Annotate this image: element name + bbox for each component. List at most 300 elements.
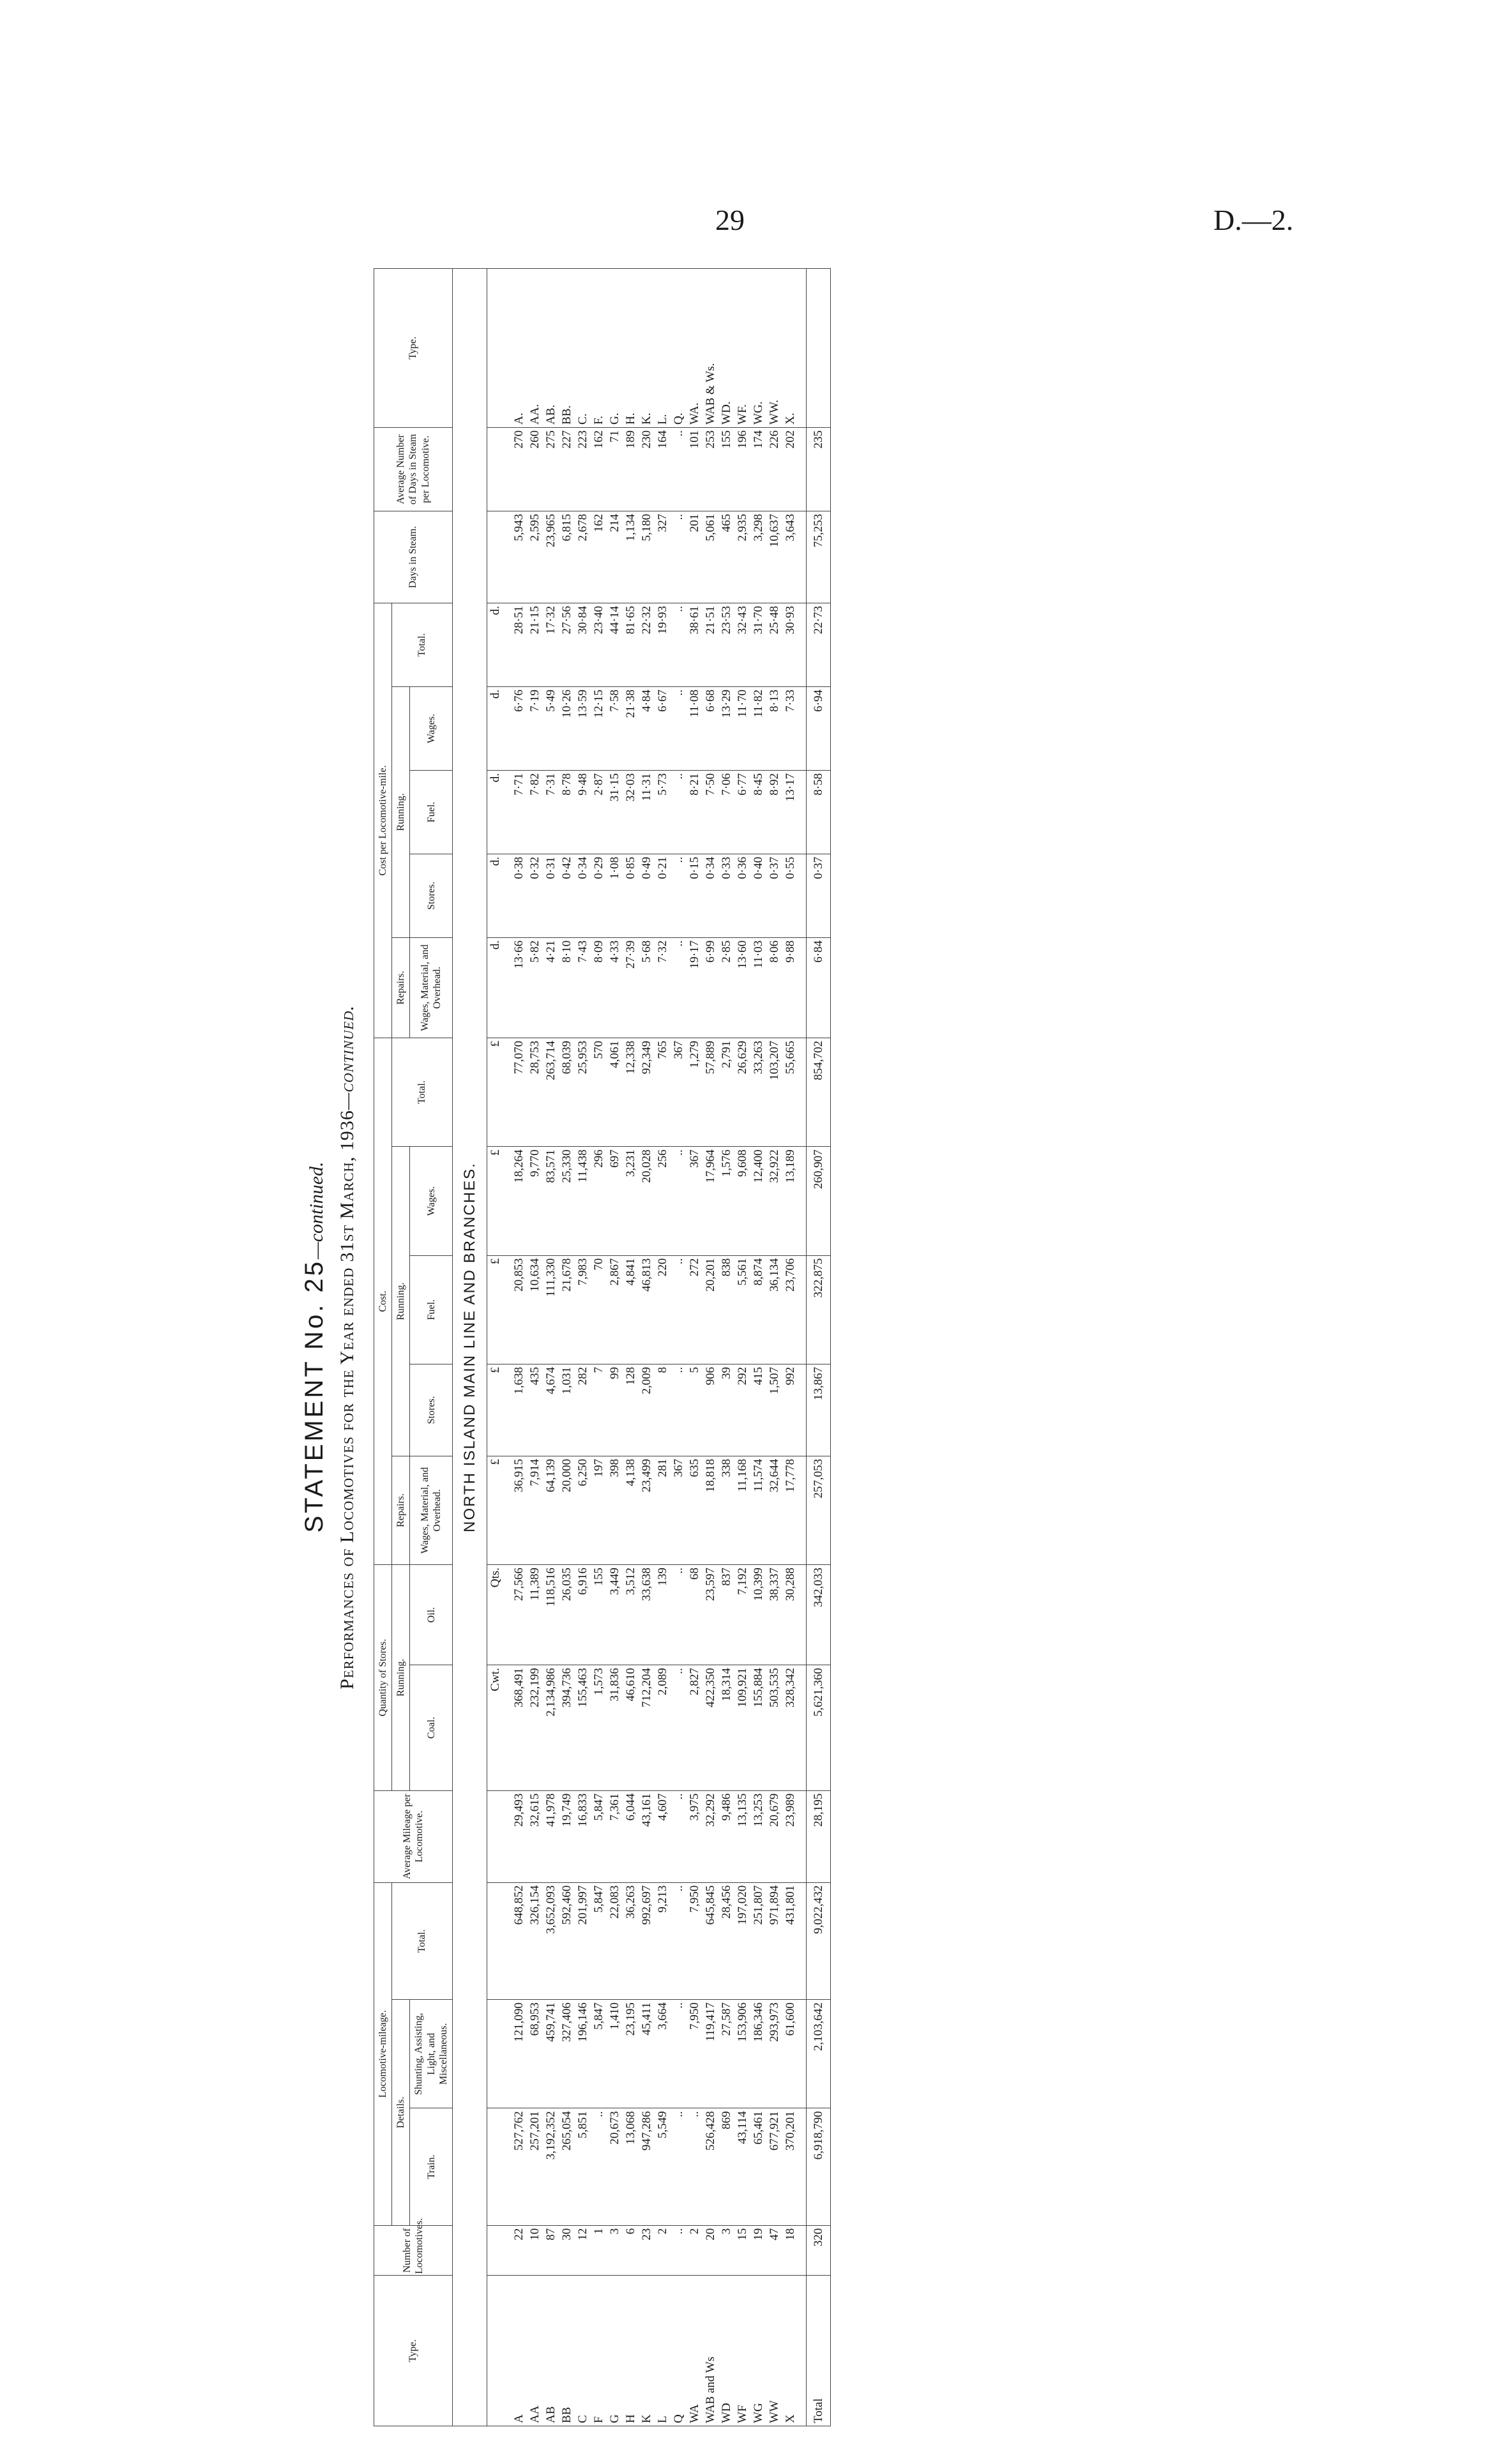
cell-prep: 13·60 bbox=[734, 937, 750, 1038]
cell-days: 465 bbox=[718, 511, 734, 603]
cell-wages: 12,400 bbox=[750, 1147, 766, 1255]
cell-ptotal: 30·84 bbox=[575, 603, 591, 686]
cell-fuel: 4,841 bbox=[623, 1255, 639, 1364]
unit-pound: £ bbox=[487, 1147, 503, 1255]
cell-pwages: 13·59 bbox=[575, 686, 591, 770]
cell-train: 43,114 bbox=[734, 2108, 750, 2225]
total-num: 320 bbox=[806, 2225, 830, 2276]
cell-train: .. bbox=[687, 2108, 702, 2225]
cell-rep: 11,168 bbox=[734, 1456, 750, 1564]
cell-ptotal: 25·48 bbox=[766, 603, 782, 686]
cell-fuel: 70 bbox=[591, 1255, 607, 1364]
cell-oil: 6,916 bbox=[575, 1565, 591, 1665]
table-row bbox=[503, 269, 527, 2426]
cell-num: 3 bbox=[718, 2225, 734, 2276]
header-repairs-pm: Repairs. bbox=[392, 937, 410, 1038]
total-pwages: 6·94 bbox=[806, 686, 830, 770]
cell-prep: 2·85 bbox=[718, 937, 734, 1038]
cell-stores: 8 bbox=[655, 1364, 671, 1456]
table-row bbox=[575, 269, 591, 2426]
cell-prep: 4·33 bbox=[607, 937, 623, 1038]
cell-typer: WAB & Ws. bbox=[702, 269, 718, 428]
cell-pwages: 7·58 bbox=[607, 686, 623, 770]
cell-avgdays: 155 bbox=[718, 427, 734, 511]
cell-coal: 109,921 bbox=[734, 1665, 750, 1790]
cell-total: 9,213 bbox=[655, 1882, 671, 1999]
cell-stores: 282 bbox=[575, 1364, 591, 1456]
cell-type: G bbox=[607, 2276, 623, 2426]
cell-pwages: 4·84 bbox=[639, 686, 655, 770]
table-row bbox=[655, 269, 671, 2426]
cell-shunt: 196,146 bbox=[575, 2000, 591, 2108]
cell-days: .. bbox=[671, 511, 687, 603]
cell-pstores: 0·34 bbox=[575, 854, 591, 937]
cell-stores: 1,638 bbox=[503, 1364, 527, 1456]
cell-rep: 36,915 bbox=[503, 1456, 527, 1564]
cell-avg: 19,749 bbox=[559, 1790, 575, 1882]
cell-ptotal: 23·53 bbox=[718, 603, 734, 686]
unit-pence: d. bbox=[487, 603, 503, 686]
cell-train: 869 bbox=[718, 2108, 734, 2225]
cell-typer: WD. bbox=[718, 269, 734, 428]
cell-avgdays: 230 bbox=[639, 427, 655, 511]
cell-total: 5,847 bbox=[591, 1882, 607, 1999]
cell-days: 2,595 bbox=[527, 511, 543, 603]
cell-pfuel: 11·31 bbox=[639, 770, 655, 854]
cell-coal: 328,342 bbox=[782, 1665, 807, 1790]
cell-coal: .. bbox=[671, 1665, 687, 1790]
cell-avgdays: 270 bbox=[503, 427, 527, 511]
cell-fuel: 7,983 bbox=[575, 1255, 591, 1364]
cell-avg: 32,292 bbox=[702, 1790, 718, 1882]
table-row bbox=[782, 269, 807, 2426]
cell-avg: 23,989 bbox=[782, 1790, 807, 1882]
cell-train: 677,921 bbox=[766, 2108, 782, 2225]
cell-shunt: 121,090 bbox=[503, 2000, 527, 2108]
cell-avg: 43,161 bbox=[639, 1790, 655, 1882]
cell-num: 12 bbox=[575, 2225, 591, 2276]
cell-oil: 11,389 bbox=[527, 1565, 543, 1665]
cell-train: .. bbox=[671, 2108, 687, 2225]
total-avgdays: 235 bbox=[806, 427, 830, 511]
total-ptotal: 22·73 bbox=[806, 603, 830, 686]
cell-num: 6 bbox=[623, 2225, 639, 2276]
cell-shunt: 23,195 bbox=[623, 2000, 639, 2108]
cell-oil: 33,638 bbox=[639, 1565, 655, 1665]
cell-prep: 8·10 bbox=[559, 937, 575, 1038]
cell-pfuel: 8·92 bbox=[766, 770, 782, 854]
cell-stores: .. bbox=[671, 1364, 687, 1456]
cell-shunt: 153,906 bbox=[734, 2000, 750, 2108]
cell-typer: WG. bbox=[750, 269, 766, 428]
total-total: 9,022,432 bbox=[806, 1882, 830, 1999]
cell-pstores: 0·29 bbox=[591, 854, 607, 937]
cell-pstores: 0·85 bbox=[623, 854, 639, 937]
cell-avg: 9,486 bbox=[718, 1790, 734, 1882]
cell-avg: 16,833 bbox=[575, 1790, 591, 1882]
cell-ctotal: 103,207 bbox=[766, 1038, 782, 1146]
locomotive-performance-table bbox=[374, 268, 831, 2426]
cell-prep: 7·43 bbox=[575, 937, 591, 1038]
cell-typer: A. bbox=[503, 269, 527, 428]
cell-fuel: 838 bbox=[718, 1255, 734, 1364]
cell-type: A bbox=[503, 2276, 527, 2426]
cell-train: 13,068 bbox=[623, 2108, 639, 2225]
cell-num: 22 bbox=[503, 2225, 527, 2276]
cell-pstores: 0·21 bbox=[655, 854, 671, 937]
cell-fuel: 220 bbox=[655, 1255, 671, 1364]
cell-ctotal: 28,753 bbox=[527, 1038, 543, 1146]
cell-rep: 338 bbox=[718, 1456, 734, 1564]
cell-rep: 6,250 bbox=[575, 1456, 591, 1564]
cell-type: BB bbox=[559, 2276, 575, 2426]
header-wages-material-pm: Wages, Material, and Overhead. bbox=[410, 937, 453, 1038]
cell-wages: 367 bbox=[687, 1147, 702, 1255]
cell-avgdays: 275 bbox=[543, 427, 559, 511]
page-number: 29 bbox=[715, 204, 745, 236]
cell-rep: 197 bbox=[591, 1456, 607, 1564]
cell-wages: 83,571 bbox=[543, 1147, 559, 1255]
total-oil: 342,033 bbox=[806, 1565, 830, 1665]
cell-fuel: 46,813 bbox=[639, 1255, 655, 1364]
cell-days: 10,637 bbox=[766, 511, 782, 603]
cell-wages: 17,964 bbox=[702, 1147, 718, 1255]
cell-avgdays: .. bbox=[671, 427, 687, 511]
cell-ctotal: 92,349 bbox=[639, 1038, 655, 1146]
cell-oil: 3,512 bbox=[623, 1565, 639, 1665]
cell-coal: 46,610 bbox=[623, 1665, 639, 1790]
header-type: Type. bbox=[374, 2276, 453, 2426]
cell-ctotal: 1,279 bbox=[687, 1038, 702, 1146]
cell-oil: 27,566 bbox=[503, 1565, 527, 1665]
cell-typer: G. bbox=[607, 269, 623, 428]
cell-ptotal: 21·51 bbox=[702, 603, 718, 686]
unit-qts: Qts. bbox=[487, 1565, 503, 1665]
cell-stores: 128 bbox=[623, 1364, 639, 1456]
cell-rep: 4,138 bbox=[623, 1456, 639, 1564]
cell-type: WW bbox=[766, 2276, 782, 2426]
cell-total: .. bbox=[671, 1882, 687, 1999]
cell-total: 36,263 bbox=[623, 1882, 639, 1999]
cell-prep: 19·17 bbox=[687, 937, 702, 1038]
cell-stores: 5 bbox=[687, 1364, 702, 1456]
cell-type: H bbox=[623, 2276, 639, 2426]
cell-rep: 11,574 bbox=[750, 1456, 766, 1564]
cell-typer: WF. bbox=[734, 269, 750, 428]
cell-ptotal: 28·51 bbox=[503, 603, 527, 686]
header-cost-per-mile: Cost per Locomotive-mile. bbox=[374, 603, 392, 1038]
table-row bbox=[702, 269, 718, 2426]
header-loco-mileage: Locomotive-mileage. bbox=[374, 1882, 392, 2225]
cell-fuel: 8,874 bbox=[750, 1255, 766, 1364]
cell-typer: BB. bbox=[559, 269, 575, 428]
cell-stores: 1,507 bbox=[766, 1364, 782, 1456]
cell-typer: F. bbox=[591, 269, 607, 428]
cell-fuel: 20,201 bbox=[702, 1255, 718, 1364]
cell-stores: 415 bbox=[750, 1364, 766, 1456]
cell-rep: 64,139 bbox=[543, 1456, 559, 1564]
cell-avg: .. bbox=[671, 1790, 687, 1882]
cell-wages: 697 bbox=[607, 1147, 623, 1255]
cell-oil: 118,516 bbox=[543, 1565, 559, 1665]
cell-train: 370,201 bbox=[782, 2108, 807, 2225]
cell-wages: 11,438 bbox=[575, 1147, 591, 1255]
cell-prep: 27·39 bbox=[623, 937, 639, 1038]
cell-pfuel: 32·03 bbox=[623, 770, 639, 854]
cell-stores: 7 bbox=[591, 1364, 607, 1456]
cell-oil: 26,035 bbox=[559, 1565, 575, 1665]
cell-shunt: 459,741 bbox=[543, 2000, 559, 2108]
cell-wages: 20,028 bbox=[639, 1147, 655, 1255]
cell-prep: 11·03 bbox=[750, 937, 766, 1038]
total-typer bbox=[806, 269, 830, 428]
cell-typer: H. bbox=[623, 269, 639, 428]
cell-train: 527,762 bbox=[503, 2108, 527, 2225]
cell-shunt: 5,847 bbox=[591, 2000, 607, 2108]
total-prep: 6·84 bbox=[806, 937, 830, 1038]
cell-train: .. bbox=[591, 2108, 607, 2225]
cell-fuel: 20,853 bbox=[503, 1255, 527, 1364]
cell-ptotal: .. bbox=[671, 603, 687, 686]
cell-type: F bbox=[591, 2276, 607, 2426]
total-row bbox=[806, 269, 830, 2426]
cell-num: 2 bbox=[687, 2225, 702, 2276]
cell-typer: WW. bbox=[766, 269, 782, 428]
cell-prep: 7·32 bbox=[655, 937, 671, 1038]
cell-num: 19 bbox=[750, 2225, 766, 2276]
cell-ctotal: 2,791 bbox=[718, 1038, 734, 1146]
cell-days: 6,815 bbox=[559, 511, 575, 603]
total-days: 75,253 bbox=[806, 511, 830, 603]
header-total-cost: Total. bbox=[392, 1038, 453, 1146]
cell-ctotal: 55,665 bbox=[782, 1038, 807, 1146]
header-repairs: Repairs. bbox=[392, 1456, 410, 1564]
header-avg-mileage: Average Mileage per Locomotive. bbox=[374, 1790, 453, 1882]
cell-pfuel: 7·06 bbox=[718, 770, 734, 854]
cell-avgdays: 196 bbox=[734, 427, 750, 511]
unit-pence: d. bbox=[487, 770, 503, 854]
cell-num: 1 bbox=[591, 2225, 607, 2276]
cell-typer: X. bbox=[782, 269, 807, 428]
cell-avgdays: 71 bbox=[607, 427, 623, 511]
unit-cwt: Cwt. bbox=[487, 1665, 503, 1790]
cell-shunt: 119,417 bbox=[702, 2000, 718, 2108]
cell-shunt: 27,587 bbox=[718, 2000, 734, 2108]
cell-ctotal: 367 bbox=[671, 1038, 687, 1146]
header-total-mileage: Total. bbox=[392, 1882, 453, 1999]
section-heading: NORTH ISLAND MAIN LINE AND BRANCHES. bbox=[452, 269, 487, 2426]
cell-stores: 906 bbox=[702, 1364, 718, 1456]
cell-ctotal: 25,953 bbox=[575, 1038, 591, 1146]
cell-stores: 435 bbox=[527, 1364, 543, 1456]
cell-avg: 6,044 bbox=[623, 1790, 639, 1882]
cell-avg: 29,493 bbox=[503, 1790, 527, 1882]
cell-shunt: 327,406 bbox=[559, 2000, 575, 2108]
cell-days: 5,061 bbox=[702, 511, 718, 603]
cell-pfuel: 6·77 bbox=[734, 770, 750, 854]
header-oil: Oil. bbox=[410, 1565, 453, 1665]
cell-pstores: 0·40 bbox=[750, 854, 766, 937]
cell-type: WAB and Ws bbox=[702, 2276, 718, 2426]
cell-prep: 5·82 bbox=[527, 937, 543, 1038]
cell-pwages: 7·19 bbox=[527, 686, 543, 770]
cell-avg: 20,679 bbox=[766, 1790, 782, 1882]
header-stores: Stores. bbox=[410, 1364, 453, 1456]
cell-total: 28,456 bbox=[718, 1882, 734, 1999]
cell-total: 431,801 bbox=[782, 1882, 807, 1999]
cell-ptotal: 38·61 bbox=[687, 603, 702, 686]
table-row bbox=[750, 269, 766, 2426]
cell-days: 201 bbox=[687, 511, 702, 603]
total-avg: 28,195 bbox=[806, 1790, 830, 1882]
cell-typer: AB. bbox=[543, 269, 559, 428]
cell-typer: C. bbox=[575, 269, 591, 428]
cell-stores: 292 bbox=[734, 1364, 750, 1456]
cell-num: 15 bbox=[734, 2225, 750, 2276]
unit-pence: d. bbox=[487, 854, 503, 937]
cell-pfuel: 8·78 bbox=[559, 770, 575, 854]
cell-avg: 7,361 bbox=[607, 1790, 623, 1882]
rotated-statement bbox=[300, 268, 1162, 2426]
cell-rep: 7,914 bbox=[527, 1456, 543, 1564]
cell-days: 214 bbox=[607, 511, 623, 603]
cell-oil: 155 bbox=[591, 1565, 607, 1665]
cell-num: 23 bbox=[639, 2225, 655, 2276]
header-avg-days: Average Number of Days in Steam per Locomotive. bbox=[374, 427, 453, 511]
cell-pwages: .. bbox=[671, 686, 687, 770]
cell-avg: 5,847 bbox=[591, 1790, 607, 1882]
cell-train: 3,192,352 bbox=[543, 2108, 559, 2225]
cell-type: C bbox=[575, 2276, 591, 2426]
header-qty-stores: Quantity of Stores. bbox=[374, 1565, 392, 1791]
header-wages: Wages. bbox=[410, 1147, 453, 1255]
cell-coal: 155,463 bbox=[575, 1665, 591, 1790]
cell-fuel: 36,134 bbox=[766, 1255, 782, 1364]
cell-pfuel: .. bbox=[671, 770, 687, 854]
cell-type: L bbox=[655, 2276, 671, 2426]
total-shunt: 2,103,642 bbox=[806, 2000, 830, 2108]
cell-coal: 368,491 bbox=[503, 1665, 527, 1790]
cell-num: 18 bbox=[782, 2225, 807, 2276]
cell-pwages: 5·49 bbox=[543, 686, 559, 770]
cell-train: 947,286 bbox=[639, 2108, 655, 2225]
total-coal: 5,621,360 bbox=[806, 1665, 830, 1790]
table-row bbox=[718, 269, 734, 2426]
unit-pound: £ bbox=[487, 1364, 503, 1456]
cell-type: WD bbox=[718, 2276, 734, 2426]
cell-coal: 2,134,986 bbox=[543, 1665, 559, 1790]
cell-oil: 10,399 bbox=[750, 1565, 766, 1665]
header-type-right: Type. bbox=[374, 269, 453, 428]
cell-pwages: 11·08 bbox=[687, 686, 702, 770]
cell-total: 201,997 bbox=[575, 1882, 591, 1999]
cell-wages: 9,770 bbox=[527, 1147, 543, 1255]
cell-pfuel: 7·31 bbox=[543, 770, 559, 854]
cell-pfuel: 7·82 bbox=[527, 770, 543, 854]
total-pfuel: 8·58 bbox=[806, 770, 830, 854]
table-row bbox=[671, 269, 687, 2426]
cell-avgdays: 227 bbox=[559, 427, 575, 511]
cell-stores: 4,674 bbox=[543, 1364, 559, 1456]
cell-total: 22,083 bbox=[607, 1882, 623, 1999]
table-row bbox=[543, 269, 559, 2426]
unit-pound: £ bbox=[487, 1255, 503, 1364]
cell-type: K bbox=[639, 2276, 655, 2426]
cell-pfuel: 8·21 bbox=[687, 770, 702, 854]
cell-type: AB bbox=[543, 2276, 559, 2426]
cell-fuel: 21,678 bbox=[559, 1255, 575, 1364]
total-ctotal: 854,702 bbox=[806, 1038, 830, 1146]
cell-days: 23,965 bbox=[543, 511, 559, 603]
cell-shunt: 68,953 bbox=[527, 2000, 543, 2108]
cell-coal: 31,836 bbox=[607, 1665, 623, 1790]
header-wages-material: Wages, Material, and Overhead. bbox=[410, 1456, 453, 1564]
cell-shunt: .. bbox=[671, 2000, 687, 2108]
total-stores: 13,867 bbox=[806, 1364, 830, 1456]
cell-coal: 712,204 bbox=[639, 1665, 655, 1790]
cell-typer: K. bbox=[639, 269, 655, 428]
cell-type: X bbox=[782, 2276, 807, 2426]
cell-wages: 25,330 bbox=[559, 1147, 575, 1255]
cell-type: WF bbox=[734, 2276, 750, 2426]
cell-pfuel: 9·48 bbox=[575, 770, 591, 854]
header-running-pm: Running. bbox=[392, 686, 410, 937]
cell-stores: 39 bbox=[718, 1364, 734, 1456]
total-wages: 260,907 bbox=[806, 1147, 830, 1255]
cell-stores: 2,009 bbox=[639, 1364, 655, 1456]
cell-ctotal: 263,714 bbox=[543, 1038, 559, 1146]
cell-pstores: 0·34 bbox=[702, 854, 718, 937]
cell-prep: 6·99 bbox=[702, 937, 718, 1038]
cell-wages: 13,189 bbox=[782, 1147, 807, 1255]
cell-coal: 394,736 bbox=[559, 1665, 575, 1790]
cell-fuel: 10,634 bbox=[527, 1255, 543, 1364]
cell-stores: 992 bbox=[782, 1364, 807, 1456]
cell-oil: 38,337 bbox=[766, 1565, 782, 1665]
header-coal: Coal. bbox=[410, 1665, 453, 1790]
cell-total: 992,697 bbox=[639, 1882, 655, 1999]
cell-pfuel: 31·15 bbox=[607, 770, 623, 854]
cell-days: 1,134 bbox=[623, 511, 639, 603]
cell-rep: 18,818 bbox=[702, 1456, 718, 1564]
cell-typer: WA. bbox=[687, 269, 702, 428]
cell-ptotal: 30·93 bbox=[782, 603, 807, 686]
cell-total: 326,154 bbox=[527, 1882, 543, 1999]
unit-pence: d. bbox=[487, 686, 503, 770]
cell-coal: 232,199 bbox=[527, 1665, 543, 1790]
cell-avgdays: 174 bbox=[750, 427, 766, 511]
cell-type: WA bbox=[687, 2276, 702, 2426]
cell-pwages: 21·38 bbox=[623, 686, 639, 770]
cell-ptotal: 81·65 bbox=[623, 603, 639, 686]
cell-num: 87 bbox=[543, 2225, 559, 2276]
cell-fuel: .. bbox=[671, 1255, 687, 1364]
cell-pfuel: 8·45 bbox=[750, 770, 766, 854]
cell-pfuel: 5·73 bbox=[655, 770, 671, 854]
cell-wages: 296 bbox=[591, 1147, 607, 1255]
cell-num: 3 bbox=[607, 2225, 623, 2276]
cell-ptotal: 21·15 bbox=[527, 603, 543, 686]
cell-avgdays: 162 bbox=[591, 427, 607, 511]
cell-type: WG bbox=[750, 2276, 766, 2426]
cell-avgdays: 202 bbox=[782, 427, 807, 511]
cell-avg: 13,135 bbox=[734, 1790, 750, 1882]
cell-coal: 422,350 bbox=[702, 1665, 718, 1790]
cell-days: 5,943 bbox=[503, 511, 527, 603]
header-days-steam: Days in Steam. bbox=[374, 511, 453, 603]
cell-shunt: 3,664 bbox=[655, 2000, 671, 2108]
header-stores-pm: Stores. bbox=[410, 854, 453, 937]
